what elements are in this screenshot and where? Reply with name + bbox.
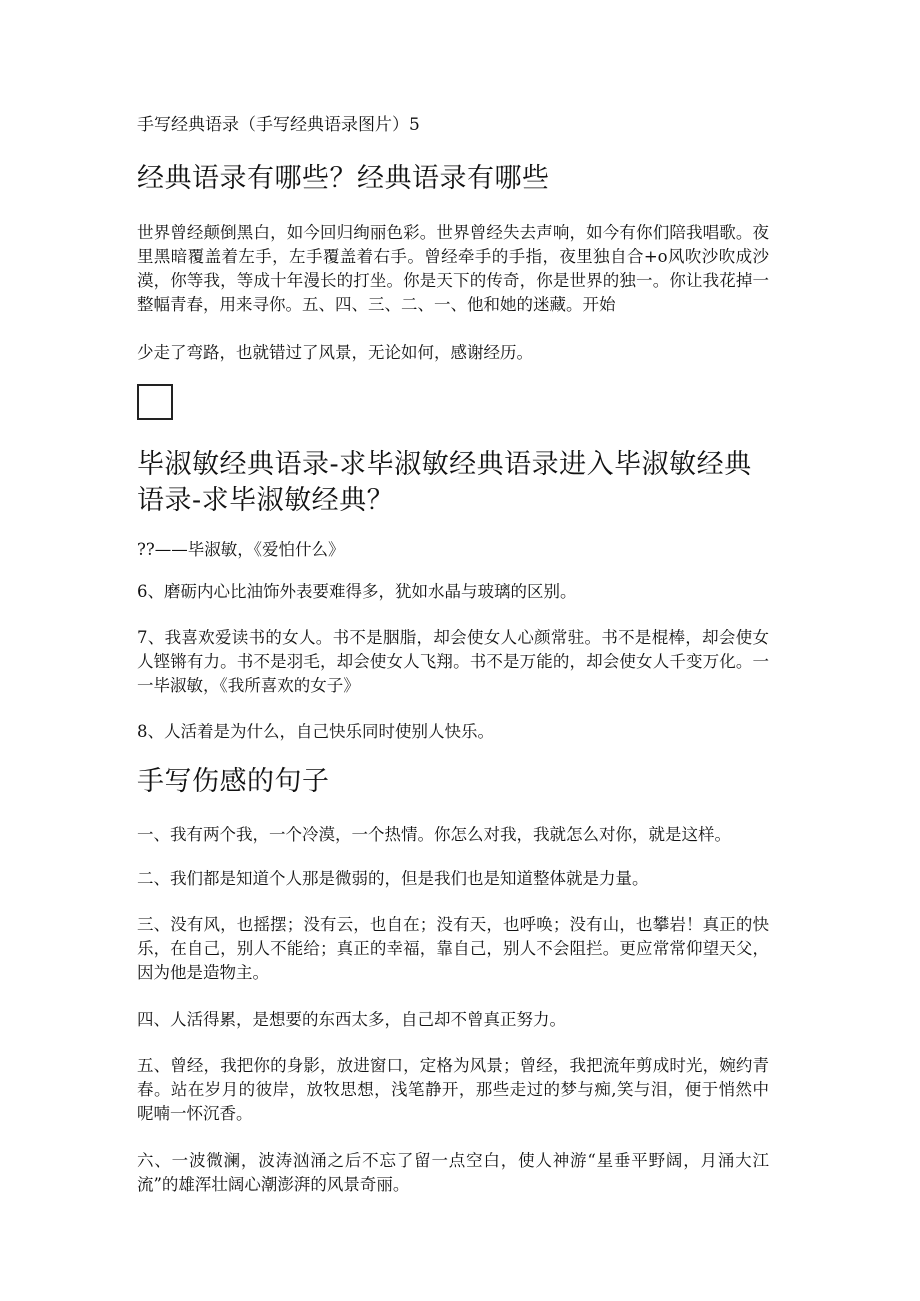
paragraph: 四、人活得累，是想要的东西太多，自己却不曾真正努力。 xyxy=(137,1010,566,1029)
paragraph: 8、人活着是为什么，自己快乐同时使别人快乐。 xyxy=(137,722,494,741)
paragraph: 五、曾经，我把你的身影，放进窗口，定格为风景；曾经，我把流年剪成时光，婉约青春。站在岁月的彼岸，放牧思想，浅笔静开，那些走过的梦与痴,笑与泪，便于悄然中呢喃一怀沉香。 xyxy=(137,1056,769,1123)
section-heading-sad-sentences: 手写伤感的句子 xyxy=(137,766,330,797)
section-heading-classic-quotes: 经典语录有哪些？经典语录有哪些 xyxy=(137,163,550,194)
empty-image-placeholder xyxy=(137,384,173,420)
paragraph: 7、我喜欢爱读书的女人。书不是胭脂，却会使女人心颜常驻。书不是棍棒，却会使女人铿锵有力。书不是羽毛，却会使女人飞翔。书不是万能的，却会使女人千变万化。一一毕淑敏，《我所喜欢的女子》 xyxy=(137,628,769,695)
paragraph: 一、我有两个我，一个冷漠，一个热情。你怎么对我，我就怎么对你，就是这样。 xyxy=(137,825,731,844)
paragraph: 二、我们都是知道个人那是微弱的，但是我们也是知道整体就是力量。 xyxy=(137,869,649,888)
paragraph: 三、没有风，也摇摆；没有云，也自在；没有天，也呼唤；没有山，也攀岩！真正的快乐，在自己，别人不能给；真正的幸福，靠自己，别人不会阻拦。更应常常仰望天父，因为他是造物主。 xyxy=(137,915,769,982)
paragraph: 世界曾经颠倒黑白，如今回归绚丽色彩。世界曾经失去声响，如今有你们陪我唱歌。夜里黑暗覆盖着左手，左手覆盖着右手。曾经牵手的手指，夜里独自合+o风吹沙吹成沙漠，你等我，等成十年漫长的打坐。你是天下的传奇，你是世界的独一。你让我花掉一整幅青春，用来寻你。五、四、三、二、一、他和她的迷藏。开始 xyxy=(137,223,769,314)
paragraph: 6、磨砺内心比油饰外表要难得多，犹如水晶与玻璃的区别。 xyxy=(137,582,577,601)
document-title: 手写经典语录（手写经典语录图片）5 xyxy=(137,115,420,135)
section-heading-bi-shumin: 毕淑敏经典语录-求毕淑敏经典语录进入毕淑敏经典语录-求毕淑敏经典？ xyxy=(137,449,752,516)
paragraph: 六、一波微澜，波涛汹涌之后不忘了留一点空白，使人神游“星垂平野阔，月涌大江流”的雄浑壮阔心潮澎湃的风景奇丽。 xyxy=(137,1151,769,1194)
paragraph: ??——毕淑敏，《爱怕什么》 xyxy=(137,540,345,559)
paragraph: 少走了弯路，也就错过了风景，无论如何，感谢经历。 xyxy=(137,343,533,362)
